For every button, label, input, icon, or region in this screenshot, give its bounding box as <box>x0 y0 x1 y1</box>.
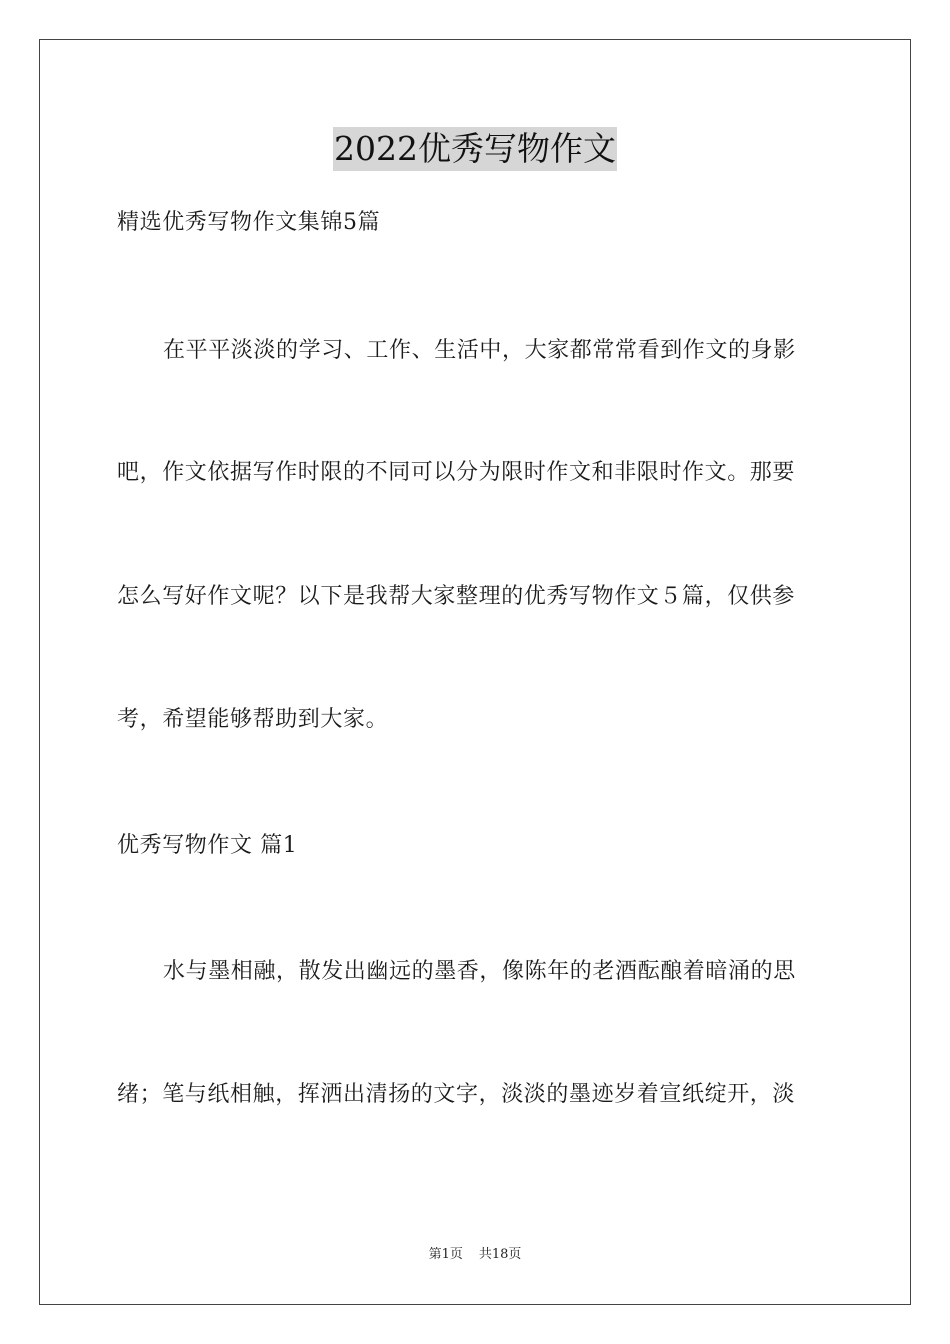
intro-line-1: 在平平淡淡的学习、工作、生活中，大家都常常看到作文的身影 <box>163 338 796 363</box>
intro-line-2: 吧，作文依据写作时限的不同可以分为限时作文和非限时作文。那要 <box>117 460 796 485</box>
document-title: 2022优秀写物作文 <box>333 127 617 171</box>
title-container <box>0 127 950 171</box>
section-heading: 优秀写物作文 篇1 <box>117 833 298 858</box>
page-total: 共18页 <box>478 1247 522 1262</box>
body-line-2: 绪；笔与纸相触，挥洒出清扬的文字，淡淡的墨迹岁着宣纸绽开，淡 <box>117 1082 796 1107</box>
page-number: 第1页 <box>428 1247 463 1262</box>
intro-line-4: 考，希望能够帮助到大家。 <box>117 707 389 732</box>
body-line-1: 水与墨相融，散发出幽远的墨香，像陈年的老酒酝酿着暗涌的思 <box>163 959 796 984</box>
intro-line-3: 怎么写好作文呢？以下是我帮大家整理的优秀写物作文５篇，仅供参 <box>117 584 796 609</box>
page-footer <box>0 1246 950 1264</box>
document-subtitle: 精选优秀写物作文集锦5篇 <box>117 210 381 235</box>
